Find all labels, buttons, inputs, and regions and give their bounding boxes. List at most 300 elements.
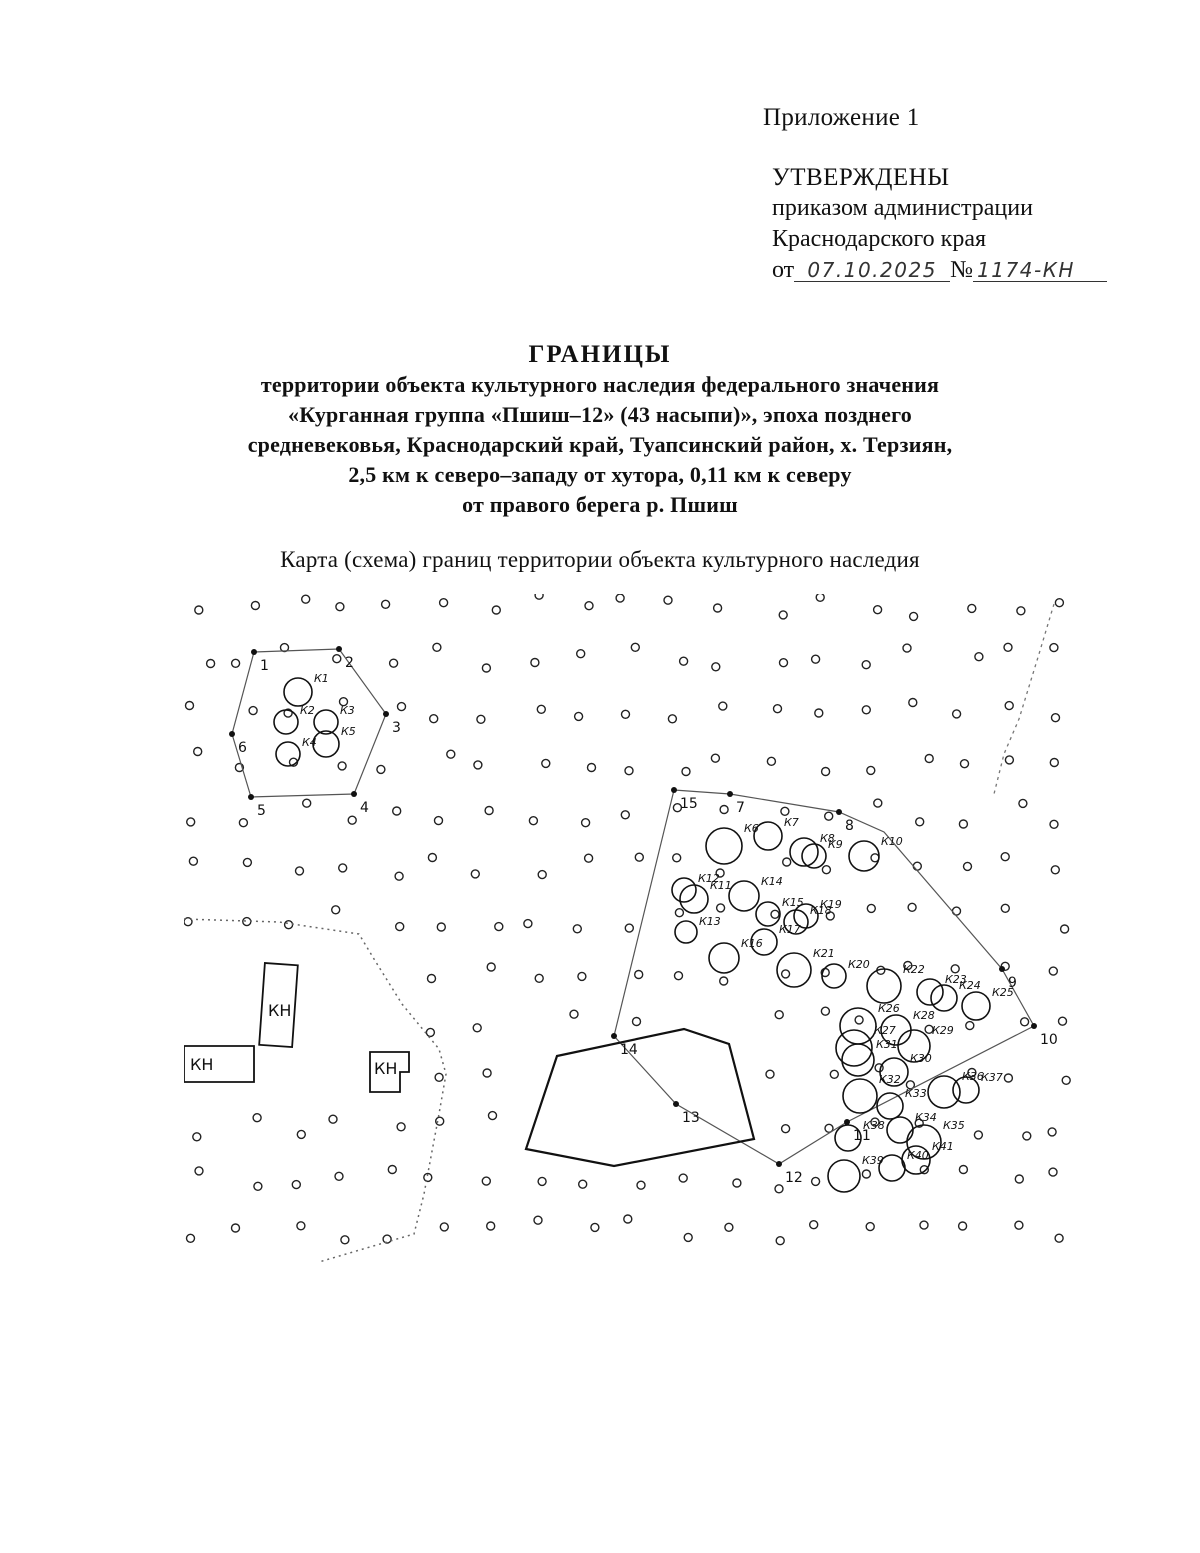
mound-label: К41 <box>932 1140 954 1153</box>
mound-label: К20 <box>848 958 870 971</box>
survey-marker <box>679 1174 687 1182</box>
survey-marker <box>297 1130 305 1138</box>
survey-marker <box>482 1177 490 1185</box>
mound-label: К9 <box>828 838 843 851</box>
survey-marker <box>974 1131 982 1139</box>
mound-label: К4 <box>302 736 317 749</box>
approved-by-line2: Краснодарского края <box>772 226 987 252</box>
survey-marker <box>812 655 820 663</box>
survey-marker <box>631 643 639 651</box>
mound-label: К37 <box>981 1071 1003 1084</box>
survey-marker <box>625 767 633 775</box>
survey-marker <box>1050 820 1058 828</box>
survey-marker <box>862 1170 870 1178</box>
survey-marker <box>477 715 485 723</box>
boundary-vertex-label: 5 <box>257 803 266 819</box>
survey-marker <box>426 1028 434 1036</box>
survey-marker <box>1001 904 1009 912</box>
title-line3: средневековья, Краснодарский край, Туапсинский район, х. Терзиян, <box>247 432 953 457</box>
mound-circle <box>777 953 811 987</box>
survey-marker <box>573 925 581 933</box>
mound-circle <box>276 742 300 766</box>
survey-marker <box>232 659 240 667</box>
mound-label: К12 <box>698 872 720 885</box>
survey-marker <box>1015 1221 1023 1229</box>
mound-label: К33 <box>905 1087 927 1100</box>
survey-marker <box>189 857 197 865</box>
boundary-vertex-label: 3 <box>392 720 401 736</box>
survey-marker <box>1052 714 1060 722</box>
survey-marker <box>975 653 983 661</box>
boundary-vertex-label: 14 <box>620 1042 638 1058</box>
survey-marker <box>296 867 304 875</box>
survey-marker <box>830 1070 838 1078</box>
survey-marker <box>783 858 791 866</box>
mound-label: К14 <box>761 875 783 888</box>
survey-marker <box>680 657 688 665</box>
survey-marker <box>285 921 293 929</box>
mound-label: К23 <box>945 973 967 986</box>
survey-marker <box>329 1115 337 1123</box>
survey-marker <box>867 766 875 774</box>
survey-marker <box>440 1223 448 1231</box>
boundary-vertex <box>611 1033 617 1039</box>
survey-marker <box>925 755 933 763</box>
survey-marker <box>624 1215 632 1223</box>
mound-circles <box>274 678 990 1192</box>
survey-marker <box>673 854 681 862</box>
boundary-vertex-label: 15 <box>680 796 698 812</box>
survey-marker <box>535 594 543 599</box>
survey-marker <box>396 923 404 931</box>
survey-marker <box>1061 925 1069 933</box>
survey-marker <box>487 1222 495 1230</box>
mound-label: К17 <box>779 923 801 936</box>
survey-marker <box>1062 1076 1070 1084</box>
survey-marker <box>684 1233 692 1241</box>
excluded-area-polygon <box>526 1029 754 1166</box>
survey-marker <box>538 1177 546 1185</box>
mound-label: К1 <box>314 672 329 685</box>
survey-marker <box>585 602 593 610</box>
mound-circle <box>931 985 957 1011</box>
approved-by-line1: приказом администрации <box>772 195 1033 221</box>
survey-marker <box>725 1223 733 1231</box>
survey-marker <box>712 663 720 671</box>
mound-circle <box>706 828 742 864</box>
survey-marker <box>538 871 546 879</box>
mound-label: К22 <box>903 963 925 976</box>
survey-marker <box>430 715 438 723</box>
survey-marker <box>913 862 921 870</box>
survey-marker <box>575 712 583 720</box>
survey-marker <box>249 707 257 715</box>
order-date-number-line <box>772 255 1107 286</box>
boundary-vertex-label: 8 <box>845 818 854 834</box>
survey-marker <box>874 799 882 807</box>
survey-marker <box>779 611 787 619</box>
boundary-vertex-label: 11 <box>853 1128 871 1144</box>
survey-marker <box>195 1167 203 1175</box>
survey-marker <box>253 1114 261 1122</box>
mound-circle <box>849 841 879 871</box>
mound-label: К18 <box>810 904 832 917</box>
survey-marker <box>186 702 194 710</box>
mound-circle <box>313 731 339 757</box>
survey-marker <box>433 643 441 651</box>
mound-label: К40 <box>907 1149 929 1162</box>
survey-marker <box>239 819 247 827</box>
boundary-vertex-label: 12 <box>785 1170 803 1186</box>
mound-label: К31 <box>876 1038 898 1051</box>
survey-marker <box>437 923 445 931</box>
survey-marker <box>675 972 683 980</box>
survey-marker <box>959 1222 967 1230</box>
approved-heading: УТВЕРЖДЕНЫ <box>772 164 950 191</box>
survey-marker <box>254 1182 262 1190</box>
survey-marker <box>492 606 500 614</box>
survey-marker <box>1023 1132 1031 1140</box>
survey-marker <box>1005 756 1013 764</box>
survey-marker <box>529 817 537 825</box>
boundary-map <box>184 594 1094 1284</box>
survey-marker <box>622 710 630 718</box>
survey-marker <box>771 910 779 918</box>
mound-circle <box>840 1008 876 1044</box>
number-prefix: № <box>950 257 974 283</box>
survey-marker <box>910 612 918 620</box>
survey-marker <box>862 706 870 714</box>
survey-marker <box>577 650 585 658</box>
survey-marker <box>1019 799 1027 807</box>
mound-label: К24 <box>959 979 981 992</box>
survey-marker <box>335 1172 343 1180</box>
survey-marker <box>964 862 972 870</box>
title-line5: от правого берега р. Пшиш <box>462 492 738 517</box>
survey-marker <box>483 1069 491 1077</box>
survey-marker <box>968 604 976 612</box>
title-heading: ГРАНИЦЫ <box>528 341 672 368</box>
mound-label: К16 <box>741 937 763 950</box>
survey-marker <box>1049 1168 1057 1176</box>
boundary-vertex-label: 7 <box>736 800 745 816</box>
survey-marker <box>194 748 202 756</box>
mound-circle <box>877 1093 903 1119</box>
survey-marker <box>633 1018 641 1026</box>
survey-marker <box>920 1221 928 1229</box>
mound-circle <box>756 902 780 926</box>
boundary-vertex <box>671 787 677 793</box>
mound-label: К8 <box>820 832 835 845</box>
survey-marker <box>959 820 967 828</box>
survey-marker <box>1001 853 1009 861</box>
survey-marker <box>579 1180 587 1188</box>
survey-marker <box>187 1234 195 1242</box>
survey-marker <box>720 977 728 985</box>
boundary-vertex-label: 4 <box>360 800 369 816</box>
mound-circle <box>709 943 739 973</box>
mound-label: К38 <box>863 1119 885 1132</box>
survey-marker <box>719 702 727 710</box>
survey-marker <box>1050 759 1058 767</box>
mound-circle <box>284 678 312 706</box>
survey-marker <box>570 1010 578 1018</box>
survey-marker <box>774 705 782 713</box>
survey-marker <box>395 872 403 880</box>
mound-label: К11 <box>710 879 732 892</box>
mound-label: К10 <box>881 835 903 848</box>
mound-label: К15 <box>782 896 804 909</box>
survey-marker <box>776 1237 784 1245</box>
boundary-vertex <box>229 731 235 737</box>
survey-marker <box>720 806 728 814</box>
survey-marker <box>297 1222 305 1230</box>
survey-marker <box>578 972 586 980</box>
mound-labels <box>300 672 1014 1167</box>
survey-marker <box>1059 1017 1067 1025</box>
survey-marker <box>616 594 624 602</box>
survey-marker <box>485 807 493 815</box>
mound-circle <box>917 979 943 1005</box>
mound-label: К39 <box>862 1154 884 1167</box>
mound-label: К32 <box>879 1073 901 1086</box>
survey-marker <box>959 1166 967 1174</box>
survey-marker <box>474 761 482 769</box>
survey-marker <box>338 762 346 770</box>
survey-marker <box>1050 644 1058 652</box>
survey-marker <box>961 760 969 768</box>
survey-marker <box>195 606 203 614</box>
mound-circle <box>928 1076 960 1108</box>
survey-marker <box>953 710 961 718</box>
mound-label: К19 <box>820 898 842 911</box>
map-caption: Карта (схема) границ территории объекта культурного наследия <box>280 547 920 572</box>
survey-marker <box>1015 1175 1023 1183</box>
title-line2: «Курганная группа «Пшиш–12» (43 насыпи)», эпоха позднего <box>288 402 912 427</box>
survey-marker <box>535 974 543 982</box>
boundary-vertex <box>383 711 389 717</box>
order-date: 07.10.2025 <box>794 259 950 282</box>
survey-marker <box>711 754 719 762</box>
terrain-dotted-line <box>184 919 446 1262</box>
survey-marker <box>582 819 590 827</box>
survey-marker <box>428 975 436 983</box>
survey-marker <box>591 1223 599 1231</box>
survey-marker <box>588 764 596 772</box>
mound-label: К28 <box>913 1009 935 1022</box>
survey-marker <box>862 661 870 669</box>
survey-marker <box>193 1133 201 1141</box>
mound-label: К25 <box>992 986 1014 999</box>
mound-label: К27 <box>874 1024 896 1037</box>
survey-marker <box>664 596 672 604</box>
survey-marker <box>812 1177 820 1185</box>
survey-marker <box>473 1024 481 1032</box>
survey-marker <box>383 1235 391 1243</box>
survey-marker <box>637 1181 645 1189</box>
survey-marker <box>333 655 341 663</box>
mound-circle <box>729 881 759 911</box>
survey-marker <box>482 664 490 672</box>
boundary-vertex-label: 6 <box>238 740 247 756</box>
survey-marker <box>1051 866 1059 874</box>
survey-marker <box>822 768 830 776</box>
mound-label: К36 <box>962 1070 984 1083</box>
survey-marker <box>187 818 195 826</box>
mound-label: К35 <box>943 1119 965 1132</box>
survey-marker <box>815 709 823 717</box>
survey-marker <box>542 759 550 767</box>
survey-marker <box>951 965 959 973</box>
boundary-vertex-label: 9 <box>1008 975 1017 991</box>
survey-marker <box>916 818 924 826</box>
boundary-vertex <box>248 794 254 800</box>
survey-marker <box>487 963 495 971</box>
survey-marker <box>447 750 455 758</box>
boundary-vertex <box>1031 1023 1037 1029</box>
survey-marker <box>1004 643 1012 651</box>
boundary-vertex <box>336 646 342 652</box>
survey-marker <box>388 1166 396 1174</box>
boundary-vertex-label: 13 <box>682 1110 700 1126</box>
date-prefix: от <box>772 257 795 283</box>
survey-marker <box>966 1022 974 1030</box>
survey-marker <box>303 799 311 807</box>
survey-marker <box>534 1216 542 1224</box>
mound-label: К3 <box>340 704 355 717</box>
survey-marker <box>953 907 961 915</box>
order-number: 1174-КН <box>973 259 1107 282</box>
boundary-vertex-label: 2 <box>345 655 354 671</box>
survey-marker <box>348 816 356 824</box>
mound-circle <box>802 844 826 868</box>
survey-marker <box>816 594 824 601</box>
survey-marker <box>1055 599 1063 607</box>
survey-marker <box>867 904 875 912</box>
appendix-label: Приложение 1 <box>763 104 920 131</box>
survey-marker <box>332 906 340 914</box>
survey-marker <box>232 1224 240 1232</box>
mound-label: К29 <box>932 1024 954 1037</box>
survey-marker <box>1049 967 1057 975</box>
survey-marker <box>825 812 833 820</box>
mound-label: К21 <box>813 947 835 960</box>
mound-circle <box>867 969 901 1003</box>
survey-marker <box>251 602 259 610</box>
survey-marker <box>585 854 593 862</box>
survey-marker <box>537 705 545 713</box>
approval-block <box>772 162 1107 286</box>
boundary-vertex-label: 10 <box>1040 1032 1058 1048</box>
survey-marker <box>339 864 347 872</box>
survey-marker <box>675 909 683 917</box>
survey-marker <box>903 644 911 652</box>
survey-marker <box>625 924 633 932</box>
survey-marker <box>495 923 503 931</box>
survey-marker <box>855 1016 863 1024</box>
boundary-vertex <box>844 1119 850 1125</box>
mound-circle <box>680 885 708 913</box>
survey-marker <box>302 595 310 603</box>
survey-marker <box>1005 702 1013 710</box>
boundary-vertex-label: 1 <box>260 658 269 674</box>
mound-label: К30 <box>910 1052 932 1065</box>
survey-marker <box>781 807 789 815</box>
survey-marker <box>435 1073 443 1081</box>
survey-marker <box>635 971 643 979</box>
survey-marker <box>435 817 443 825</box>
survey-marker <box>390 659 398 667</box>
survey-marker <box>733 1179 741 1187</box>
mound-circle <box>274 710 298 734</box>
document-title <box>180 340 1020 520</box>
survey-marker <box>471 870 479 878</box>
right-dotted-line <box>994 604 1054 794</box>
survey-marker <box>207 660 215 668</box>
survey-marker <box>428 854 436 862</box>
boundary-vertex <box>727 791 733 797</box>
survey-marker <box>682 768 690 776</box>
survey-marker <box>668 715 676 723</box>
survey-marker <box>1017 607 1025 615</box>
boundary-vertex <box>836 809 842 815</box>
boundary-vertex <box>776 1161 782 1167</box>
survey-marker <box>822 866 830 874</box>
survey-marker <box>621 811 629 819</box>
building-label: КН <box>268 1001 292 1020</box>
survey-marker <box>874 606 882 614</box>
boundary-vertex <box>351 791 357 797</box>
survey-marker <box>336 603 344 611</box>
building-label: КН <box>374 1059 398 1078</box>
survey-marker <box>866 1223 874 1231</box>
survey-marker <box>717 904 725 912</box>
title-line4: 2,5 км к северо–западу от хутора, 0,11 км к северу <box>348 462 852 487</box>
boundary-small-polygon <box>232 649 386 797</box>
survey-marker <box>524 920 532 928</box>
survey-marker <box>1048 1128 1056 1136</box>
mound-circle <box>842 1044 874 1076</box>
boundary-vertex <box>251 649 257 655</box>
survey-marker <box>341 1236 349 1244</box>
mound-label: К5 <box>341 725 356 738</box>
survey-marker <box>810 1221 818 1229</box>
mound-label: К2 <box>300 704 315 717</box>
mound-circle <box>843 1079 877 1113</box>
survey-marker <box>775 1011 783 1019</box>
survey-marker <box>780 659 788 667</box>
survey-marker <box>775 1185 783 1193</box>
survey-marker <box>393 807 401 815</box>
survey-marker <box>766 1070 774 1078</box>
mound-label: К34 <box>915 1111 937 1124</box>
mound-label: К6 <box>744 822 759 835</box>
survey-marker <box>767 757 775 765</box>
survey-marker <box>1021 1018 1029 1026</box>
mound-circle <box>962 992 990 1020</box>
boundary-vertex <box>673 1101 679 1107</box>
title-line1: территории объекта культурного наследия федерального значения <box>260 372 940 397</box>
survey-marker <box>397 1123 405 1131</box>
mound-circle <box>828 1160 860 1192</box>
survey-marker <box>398 703 406 711</box>
building-label: КН <box>190 1055 214 1074</box>
survey-marker <box>531 659 539 667</box>
survey-marker <box>821 1007 829 1015</box>
survey-marker <box>909 699 917 707</box>
survey-marker <box>243 858 251 866</box>
survey-marker <box>782 970 790 978</box>
